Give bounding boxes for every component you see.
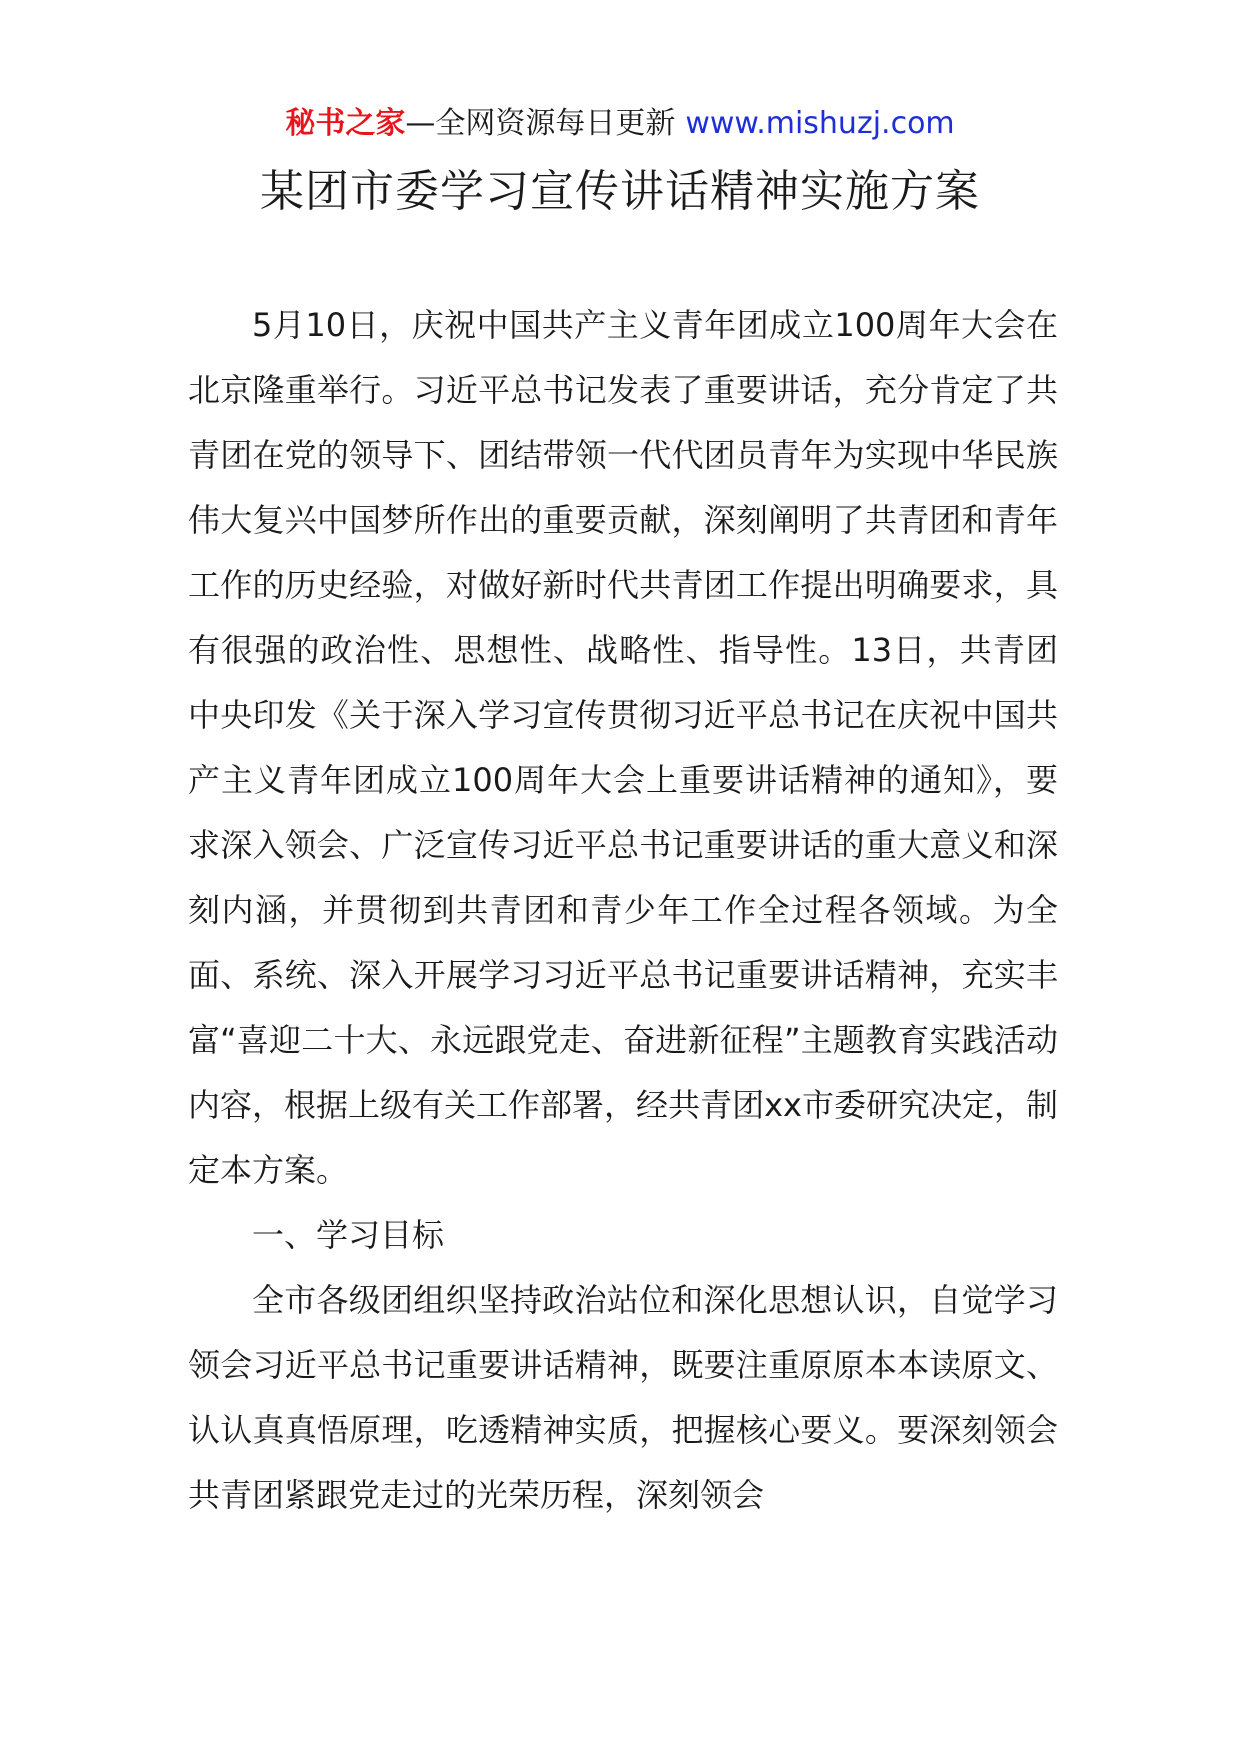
site-name: 秘书之家 (285, 106, 406, 141)
paragraph-learning-goals: 全市各级团组织坚持政治站位和深化思想认识，自觉学习领会习近平总书记重要讲话精神，既要注重原原本本读原文、认认真真悟原理，吃透精神实质，把握核心要义。要深刻领会共青团紧跟党走过的光荣历程，深刻领会 (188, 1281, 1058, 1514)
site-header (0, 104, 1240, 144)
document-body (188, 293, 1058, 1528)
site-tagline: —全网资源每日更新 (405, 106, 676, 141)
section-heading-learning-goals: 一、学习目标 (252, 1216, 445, 1254)
document-title: 某团市委学习宣传讲话精神实施方案 (260, 166, 980, 217)
site-url-link[interactable]: www.mishuzj.com (685, 106, 955, 141)
paragraph-intro: 5月10日，庆祝中国共产主义青年团成立100周年大会在北京隆重举行。习近平总书记发表了重要讲话，充分肯定了共青团在党的领导下、团结带领一代代团员青年为实现中华民族伟大复兴中国梦所作出的重要贡献，深刻阐明了共青团和青年工作的历史经验，对做好新时代共青团工作提出明确要求，具有很强的政治性、思想性、战略性、指导性。13日，共青团中央印发《关于深入学习宣传贯彻习近平总书记在庆祝中国共产主义青年团成立100周年大会上重要讲话精神的通知》，要求深入领会、广泛宣传习近平总书记重要讲话的重大意义和深刻内涵，并贯彻到共青团和青少年工作全过程各领域。为全面、系统、深入开展学习习近平总书记重要讲话精神，充实丰富“喜迎二十大、永远跟党走、奋进新征程”主题教育实践活动内容，根据上级有关工作部署，经共青团xx市委研究决定，制定本方案。 (188, 306, 1058, 1189)
